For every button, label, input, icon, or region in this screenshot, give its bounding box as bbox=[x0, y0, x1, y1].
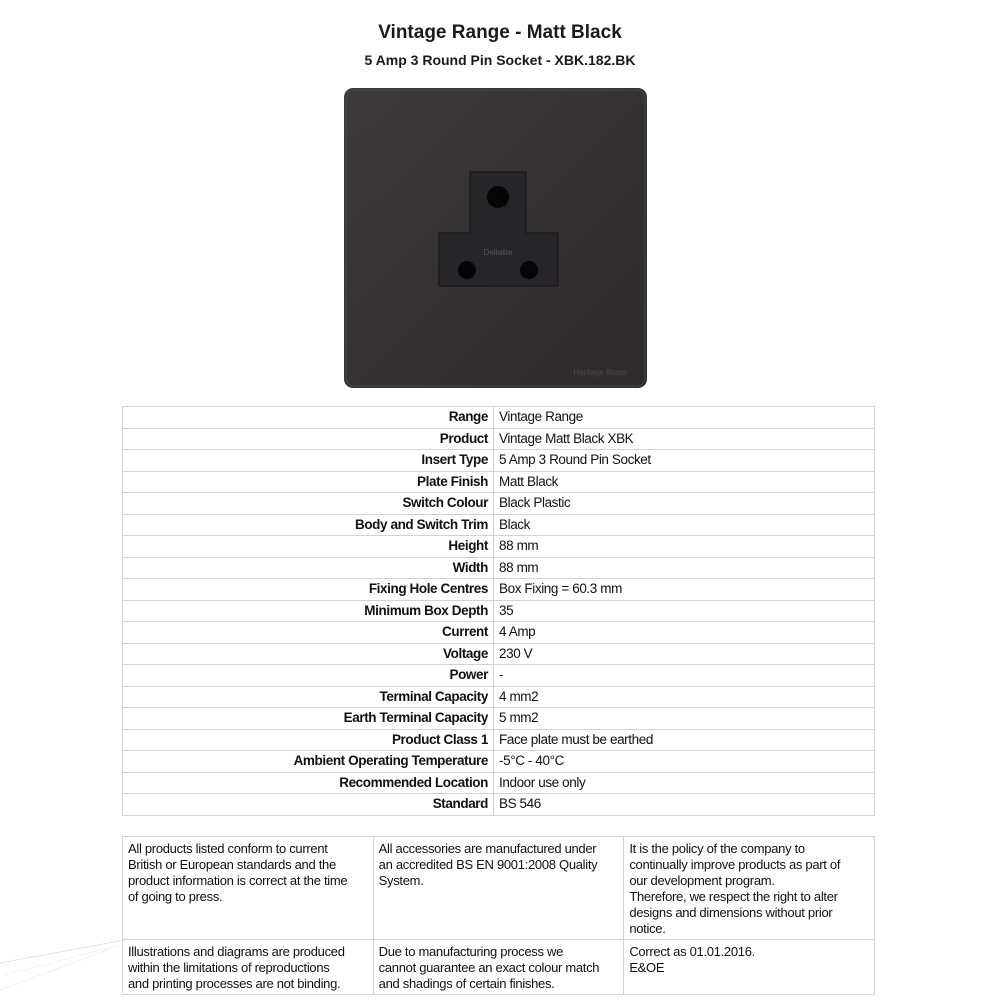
note-cell bbox=[373, 837, 624, 940]
spec-label: Fixing Hole Centres bbox=[123, 579, 494, 601]
note-cell bbox=[123, 940, 374, 995]
spec-value: Indoor use only bbox=[494, 772, 875, 794]
note-line: our development program. bbox=[629, 873, 775, 888]
spec-label: Switch Colour bbox=[123, 493, 494, 515]
spec-row bbox=[123, 514, 875, 536]
note-line: System. bbox=[378, 873, 424, 888]
spec-row bbox=[123, 708, 875, 730]
note-line: designs and dimensions without prior bbox=[629, 905, 833, 920]
spec-value: Box Fixing = 60.3 mm bbox=[494, 579, 875, 601]
spec-value: 230 V bbox=[494, 643, 875, 665]
note-line: E&OE bbox=[629, 960, 665, 975]
note-cell bbox=[624, 940, 875, 995]
spec-row bbox=[123, 536, 875, 558]
spec-row bbox=[123, 665, 875, 687]
note-line: Therefore, we respect the right to alter bbox=[629, 889, 838, 904]
spec-value: 35 bbox=[494, 600, 875, 622]
note-line: and printing processes are not binding. bbox=[128, 976, 341, 991]
spec-value: 4 Amp bbox=[494, 622, 875, 644]
notes-row bbox=[123, 837, 875, 940]
spec-row bbox=[123, 557, 875, 579]
spec-row bbox=[123, 772, 875, 794]
plate-brand-text: Heritage Brass bbox=[573, 368, 627, 377]
specifications-table bbox=[122, 406, 875, 816]
note-line: All products listed conform to current bbox=[128, 841, 328, 856]
spec-row bbox=[123, 450, 875, 472]
spec-label: Earth Terminal Capacity bbox=[123, 708, 494, 730]
spec-value: BS 546 bbox=[494, 794, 875, 816]
neutral-pin-hole bbox=[520, 261, 538, 279]
spec-row bbox=[123, 686, 875, 708]
spec-row bbox=[123, 428, 875, 450]
earth-pin-hole bbox=[487, 186, 509, 208]
note-line: Due to manufacturing process we bbox=[378, 944, 564, 959]
spec-row bbox=[123, 600, 875, 622]
spec-value: Face plate must be earthed bbox=[494, 729, 875, 751]
spec-label: Product Class 1 bbox=[123, 729, 494, 751]
spec-row bbox=[123, 579, 875, 601]
product-subtitle: 5 Amp 3 Round Pin Socket - XBK.182.BK bbox=[364, 52, 636, 68]
notes-table bbox=[122, 836, 875, 995]
spec-value: Black Plastic bbox=[494, 493, 875, 515]
spec-value: Vintage Matt Black XBK bbox=[494, 428, 875, 450]
spec-label: Current bbox=[123, 622, 494, 644]
note-line: and shadings of certain finishes. bbox=[378, 976, 555, 991]
spec-row bbox=[123, 729, 875, 751]
spec-row bbox=[123, 493, 875, 515]
spec-label: Height bbox=[123, 536, 494, 558]
spec-value: 4 mm2 bbox=[494, 686, 875, 708]
note-line: notice. bbox=[629, 921, 666, 936]
note-line: Correct as 01.01.2016. bbox=[629, 944, 755, 959]
spec-label: Product bbox=[123, 428, 494, 450]
socket-product-image bbox=[344, 88, 647, 388]
note-line: product information is correct at the time bbox=[128, 873, 348, 888]
spec-row bbox=[123, 622, 875, 644]
spec-label: Power bbox=[123, 665, 494, 687]
spec-label: Width bbox=[123, 557, 494, 579]
spec-value: -5°C - 40°C bbox=[494, 751, 875, 773]
spec-value: Vintage Range bbox=[494, 407, 875, 429]
note-line: British or European standards and the bbox=[128, 857, 336, 872]
page-title: Vintage Range - Matt Black bbox=[378, 22, 622, 43]
spec-value: Black bbox=[494, 514, 875, 536]
note-cell bbox=[624, 837, 875, 940]
note-line: continually improve products as part of bbox=[629, 857, 841, 872]
spec-label: Recommended Location bbox=[123, 772, 494, 794]
note-line: It is the policy of the company to bbox=[629, 841, 805, 856]
note-line: an accredited BS EN 9001:2008 Quality bbox=[378, 857, 598, 872]
note-cell bbox=[373, 940, 624, 995]
spec-row bbox=[123, 471, 875, 493]
spec-value: 5 mm2 bbox=[494, 708, 875, 730]
spec-value: Matt Black bbox=[494, 471, 875, 493]
spec-row bbox=[123, 643, 875, 665]
spec-value: 88 mm bbox=[494, 536, 875, 558]
spec-label: Insert Type bbox=[123, 450, 494, 472]
spec-value: 88 mm bbox=[494, 557, 875, 579]
spec-label: Minimum Box Depth bbox=[123, 600, 494, 622]
spec-value: 5 Amp 3 Round Pin Socket bbox=[494, 450, 875, 472]
spec-label: Ambient Operating Temperature bbox=[123, 751, 494, 773]
spec-value: - bbox=[494, 665, 875, 687]
spec-label: Standard bbox=[123, 794, 494, 816]
spec-label: Range bbox=[123, 407, 494, 429]
spec-row bbox=[123, 407, 875, 429]
spec-label: Plate Finish bbox=[123, 471, 494, 493]
note-cell bbox=[123, 837, 374, 940]
note-line: within the limitations of reproductions bbox=[128, 960, 330, 975]
note-line: cannot guarantee an exact colour match bbox=[378, 960, 600, 975]
scan-artifact-lines bbox=[0, 935, 130, 995]
notes-row bbox=[123, 940, 875, 995]
note-line: All accessories are manufactured under bbox=[378, 841, 597, 856]
insert-brand-text: Deltalite bbox=[483, 248, 513, 257]
spec-row bbox=[123, 751, 875, 773]
spec-label: Terminal Capacity bbox=[123, 686, 494, 708]
note-line: Illustrations and diagrams are produced bbox=[128, 944, 345, 959]
spec-label: Body and Switch Trim bbox=[123, 514, 494, 536]
spec-row bbox=[123, 794, 875, 816]
spec-label: Voltage bbox=[123, 643, 494, 665]
note-line: of going to press. bbox=[128, 889, 223, 904]
live-pin-hole bbox=[458, 261, 476, 279]
